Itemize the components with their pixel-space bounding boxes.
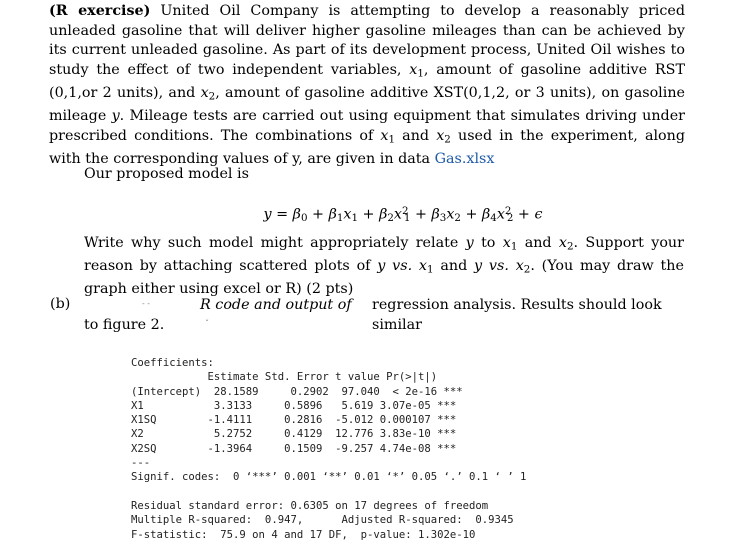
output-line: Coefficients: [131,357,214,369]
part-b-label: (b) [50,296,71,312]
data-file-link[interactable]: Gas.xlsx [434,150,495,167]
proposed-model-text: Our proposed model is [84,166,249,182]
output-line: (Intercept) 28.1589 0.2902 97.040 < 2e-16 *** [131,385,463,398]
var-x2: $x_2$ [200,84,216,103]
output-line [131,485,526,499]
exercise-intro: (R exercise) United Oil Company is attempting to develop a reasonably priced unleaded gasoline that will deliver higher gasoline mileages than can be achieved by its current unleaded gasoline. As part of its development process, United Oil wishes to study the effect of two independent variables, $x_1$, amount of gasoline additive RST (0,1,or 2 units), and $x_2$, amount of gasoline additive XST(0,1,2, or 3 units), on gasoline mileage y. Mileage tests are carried out using equipment that simulates driving under prescribed conditions. The combinations of $x_1$ and $x_2$ used in the experiment, along with the corresponding values of y, are given in data Gas.xlsx [49,3,686,167]
var-x1: $x_1$ [409,61,424,80]
part-a-instructions: Write why such model might appropriately relate y to $x_1$ and $x_2$. Support your reason by attaching scattered plots of y vs. $x_1$ and y vs. $x_2$. (You may draw the graph either using excel or R) (2 pts) [84,235,684,298]
output-line: X2 5.2752 0.4129 12.776 3.83e-10 *** [131,428,457,441]
output-line: F-statistic: 75.9 on 4 and 17 DF, p-value: 1.302e-10 [131,528,476,541]
output-line: Estimate Std. Error t value Pr(>|t|) [131,371,463,384]
output-line: X2SQ -1.3964 0.1509 -9.257 4.74e-08 *** [131,442,457,455]
r-code-phrase: R code and output of [200,297,352,313]
output-line: --- [131,457,151,470]
model-equation: $y = \beta_0 + \beta_1x_1 + \beta_2x^2_1 + \beta_3x_2 + \beta_4x^2_2 + \epsilon$ [263,205,543,225]
assignment-page: (R exercise) United Oil Company is attempting to develop a reasonably priced unleaded gasoline that will deliver higher gasoline mileages than can be achieved by its current unleaded gasoline. As part of its development process, United Oil wishes to study the effect of two independent variables, $x_1$, amount of gasoline additive RST (0,1,or 2 units), and $x_2$, amount of gasoline additive XST(0,1,2, or 3 units), on gasoline mileage y. Mileage tests are carried out using equipment that simulates driving under prescribed conditions. The combinations of $x_1$ and $x_2$ used in the experiment, along with the corresponding values of y, are given in data Gas.xlsx Our proposed model is $y = \beta_0 + \beta_1x_1 + \beta_2x^2_1 + \beta_3x_2 + \beta_4x^2_2 + \epsilon$ Write why such model might appropriately relate y to $x_1$ and $x_2$. Support your reason by attaching scattered plots of y vs. $x_1$ and y vs. $x_2$. (You may draw the graph either using excel or R) (2 pts) (b) - - R code and output of ˇ regression analysis. Results should look similar to figure 2. Coefficients: Estimate Std. Error t value Pr(>|t|) (Intercept) 28.1589 0.2902 97.040 < 2e-16 *** X1 3.3133 0.5896 5.619 3.07e-05 *** X1SQ -1.4111 0.2816 -5.012 0.000107 *** X2 5.2752 0.4129 12.776 3.83e-10 *** X2SQ -1.3964 0.1509 -9.257 4.74e-08 *** --- Signif. codes: 0 ‘***’ 0.001 ‘**’ 0.01 ‘*’ 0.05 ‘.’ 0.1 ‘ ’ 1 Residual standard error: 0.6305 on 17 degrees of freedom Multiple R-squared: 0.947, Adjusted R-squared: 0.9345 F-statistic: 75.9 on 4 and 17 DF, p-value: 1.302e-10 [0,0,736,545]
output-line: Residual standard error: 0.6305 on 17 degrees of freedom [131,499,489,512]
figure-reference: to figure 2. [84,317,165,333]
exercise-label: (R exercise) [49,3,151,19]
r-regression-output [131,356,526,542]
output-line: X1 3.3133 0.5896 5.619 3.07e-05 *** [131,399,457,412]
output-line: X1SQ -1.4111 0.2816 -5.012 0.000107 *** [131,414,457,427]
output-line: Signif. codes: 0 ‘***’ 0.001 ‘**’ 0.01 ‘*’ 0.05 ‘.’ 0.1 ‘ ’ 1 [131,471,527,484]
output-line: Multiple R-squared: 0.947, Adjusted R-squared: 0.9345 [131,514,521,527]
